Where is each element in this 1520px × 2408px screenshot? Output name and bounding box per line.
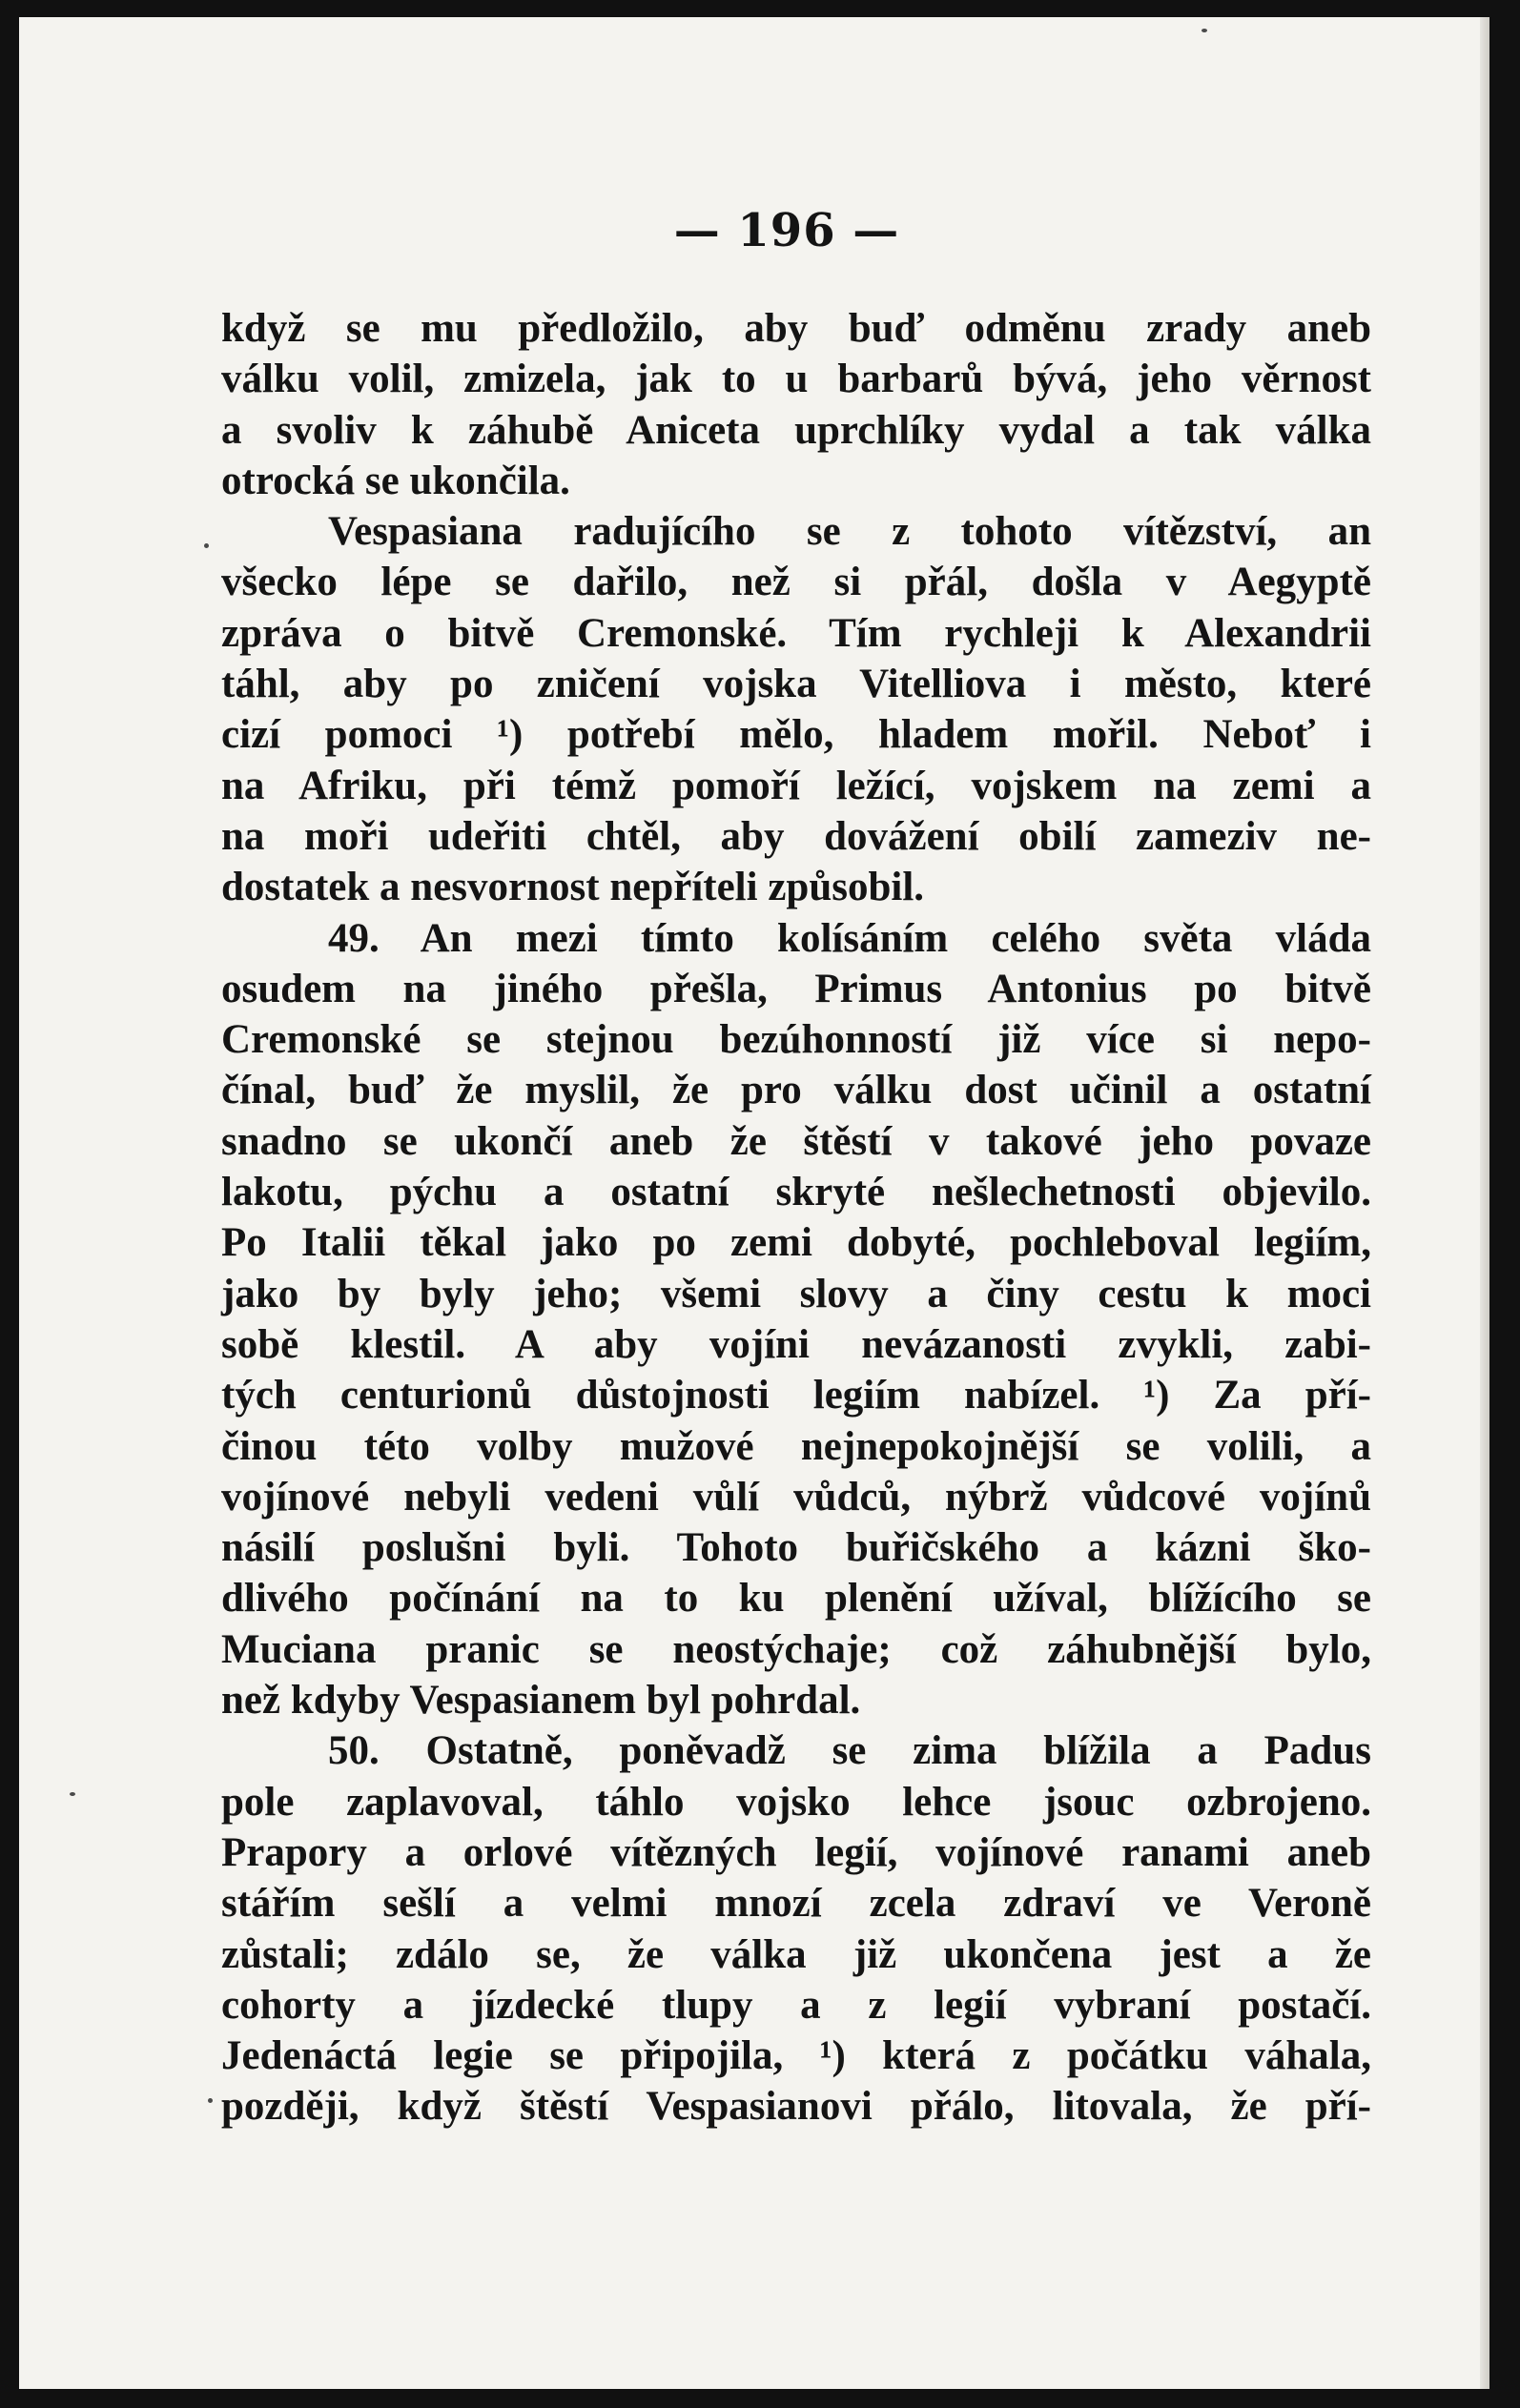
text-line: a svoliv k záhubě Aniceta uprchlíky vydal a tak válka — [221, 407, 1371, 453]
text-line: Vespasiana radujícího se z tohoto vítězství, an — [328, 509, 1371, 555]
print-speck — [204, 543, 209, 548]
page-edge-shadow — [1480, 17, 1489, 2389]
text-line: na Afriku, při témž pomoří ležící, vojskem na zemi a — [221, 763, 1371, 808]
text-line: cohorty a jízdecké tlupy a z legií vybraní postačí. — [221, 1982, 1371, 2028]
text-line: když se mu předložilo, aby buď odměnu zrady aneb — [221, 306, 1371, 351]
text-line: vojínové nebyli vedeni vůlí vůdců, nýbrž vůdcové vojínů — [221, 1474, 1371, 1520]
text-line: jako by byly jeho; všemi slovy a činy cestu k moci — [221, 1271, 1371, 1316]
text-line: násilí poslušni byli. Tohoto buřičského a kázni ško- — [221, 1525, 1371, 1571]
text-line: sobě klestil. A aby vojíni nevázanosti zvykli, zabi- — [221, 1321, 1371, 1367]
text-line: než kdyby Vespasianem byl pohrdal. — [221, 1678, 861, 1724]
text-line: zpráva o bitvě Cremonské. Tím rychleji k Alexandrii — [221, 610, 1371, 656]
text-line: Po Italii těkal jako po zemi dobyté, pochleboval legiím, — [221, 1220, 1371, 1266]
text-line: na moři udeřiti chtěl, aby dovážení obilí zameziv ne- — [221, 813, 1371, 859]
text-line: později, když štěstí Vespasianovi přálo, litovala, že pří- — [221, 2084, 1371, 2130]
text-line: táhl, aby po zničení vojska Vitelliova i město, které — [221, 662, 1371, 707]
text-line: čínal, buď že myslil, že pro válku dost učinil a ostatní — [221, 1068, 1371, 1113]
text-line: tých centurionů důstojnosti legiím nabízel. ¹) Za pří- — [221, 1373, 1371, 1418]
text-line: činou této volby mužové nejnepokojnější se volili, a — [221, 1423, 1371, 1469]
text-line: osudem na jiného přešla, Primus Antonius po bitvě — [221, 966, 1371, 1011]
print-speck — [1202, 29, 1207, 32]
text-line: 49. An mezi tímto kolísáním celého světa vláda — [328, 915, 1371, 961]
text-line: cizí pomoci ¹) potřebí mělo, hladem mořil. Neboť i — [221, 712, 1371, 758]
print-speck — [70, 1792, 75, 1796]
text-line: dlivého počínání na to ku plenění užíval, blížícího se — [221, 1576, 1371, 1622]
text-line: pole zaplavoval, táhlo vojsko lehce jsouc ozbrojeno. — [221, 1779, 1371, 1825]
text-line: Prapory a orlové vítězných legií, vojínové ranami aneb — [221, 1829, 1371, 1875]
page-number: — 196 — — [673, 204, 900, 257]
text-line: Muciana pranic se neostýchaje; což záhubnější bylo, — [221, 1626, 1371, 1672]
print-speck — [208, 2098, 213, 2103]
text-line: stářím sešlí a velmi mnozí zcela zdraví ve Veroně — [221, 1881, 1371, 1927]
text-line: zůstali; zdálo se, že válka již ukončena jest a že — [221, 1931, 1371, 1977]
text-line: Jedenáctá legie se připojila, ¹) která z počátku váhala, — [221, 2033, 1371, 2079]
book-page — [19, 17, 1489, 2389]
text-line: 50. Ostatně, poněvadž se zima blížila a Padus — [328, 1728, 1371, 1774]
text-line: snadno se ukončí aneb že štěstí v takové jeho povaze — [221, 1118, 1371, 1164]
text-line: otrocká se ukončila. — [221, 458, 570, 503]
text-line: válku volil, zmizela, jak to u barbarů bývá, jeho věrnost — [221, 357, 1371, 402]
text-line: dostatek a nesvornost nepříteli způsobil. — [221, 865, 925, 910]
text-line: Cremonské se stejnou bezúhonností již více si nepo- — [221, 1017, 1371, 1063]
text-line: lakotu, pýchu a ostatní skryté nešlechetnosti objevilo. — [221, 1170, 1371, 1215]
body-text — [221, 303, 1371, 2133]
text-line: všecko lépe se dařilo, než si přál, došla v Aegyptě — [221, 560, 1371, 605]
